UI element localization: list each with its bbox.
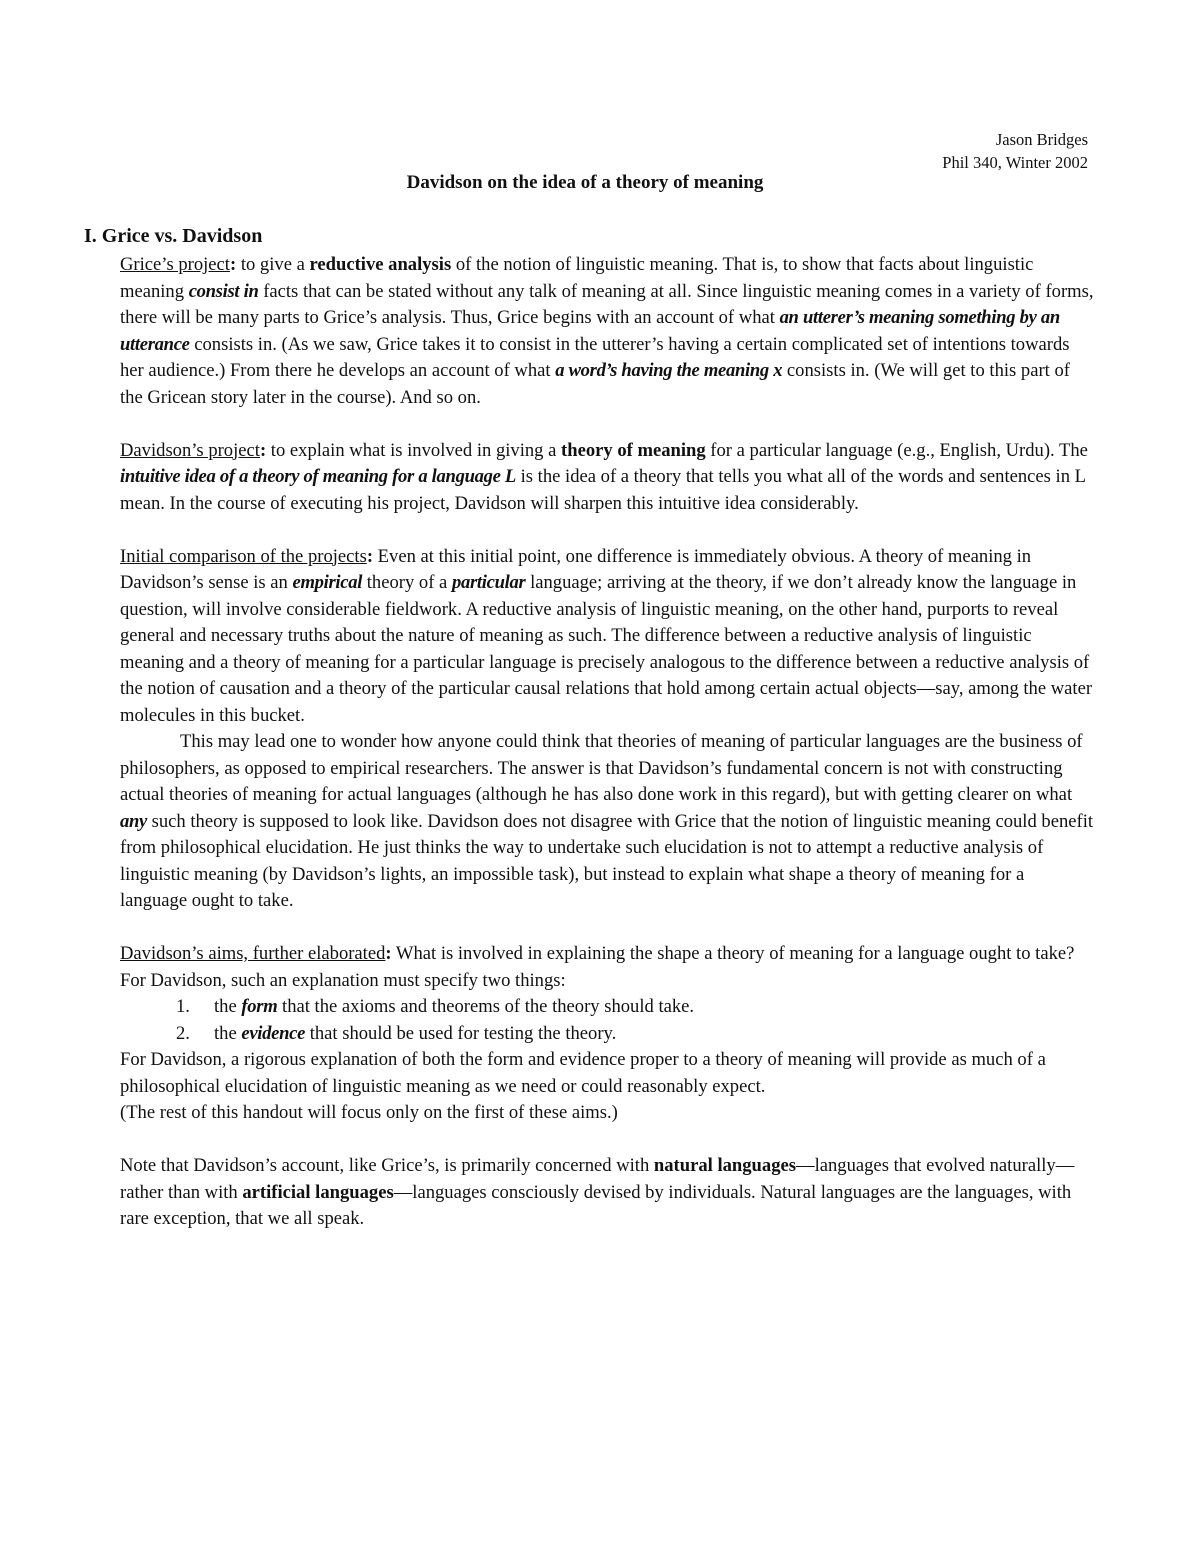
paragraph-davidson-project [120, 438, 1095, 518]
section-heading: I. Grice vs. Davidson [84, 225, 263, 247]
text-run: Note that Davidson’s account, like Grice’s, is primarily concerned with [120, 1155, 654, 1176]
paragraph-philosophers [120, 729, 1095, 915]
author-block [942, 128, 1088, 174]
text-run: —languages consciously devised by individuals. Natural languages are the languages, with rare exception, that we all speak. [120, 1181, 1072, 1229]
bold-term: natural languages [653, 1155, 796, 1176]
document-body [120, 252, 1095, 1233]
text-run: to give a [236, 254, 310, 275]
text-run: is the idea of a theory that tells you what all of the words and sentences in L mean. In the course of executing his project, Davidson will sharpen this intuitive idea considerably. [120, 466, 1086, 514]
course-info: Phil 340, Winter 2002 [942, 153, 1088, 172]
text-run: that the axioms and theorems of the theory should take. [277, 996, 695, 1017]
spacer [120, 411, 1095, 438]
paragraph-natural-languages [120, 1153, 1095, 1233]
label-colon: : [366, 545, 374, 567]
davidson-aims-label: Davidson’s aims, further elaborated [120, 943, 386, 964]
text-run: consists in. (We will get to this part of the Gricean story later in the course). And so on. [120, 360, 1070, 408]
text-run: for a particular language (e.g., English, Urdu). The [705, 439, 1088, 461]
paragraph-handout-focus: (The rest of this handout will focus only on the first of these aims.) [120, 1102, 618, 1123]
initial-comparison-label: Initial comparison of the projects [120, 545, 367, 567]
document-title: Davidson on the idea of a theory of meaning [406, 172, 764, 193]
italic-term: empirical [292, 572, 363, 593]
paragraph-initial-comparison [120, 544, 1095, 730]
text-run: to explain what is involved in giving a [266, 439, 562, 461]
text-run: theory of a [362, 572, 452, 593]
list-number: 1. [176, 996, 190, 1017]
label-colon: : [229, 254, 237, 275]
bold-term: reductive analysis [309, 254, 452, 275]
italic-term: any [120, 810, 147, 832]
text-run: What is involved in explaining the shape a theory of meaning for a language ought to take? For Davidson, such an explanation must specify two things: [120, 943, 1075, 991]
bold-term: artificial languages [242, 1181, 394, 1203]
text-run: that should be used for testing the theory. [305, 1022, 617, 1044]
italic-term: an utterer’s meaning something by an utterance [120, 307, 1060, 355]
label-colon: : [385, 943, 392, 964]
italic-term: evidence [241, 1022, 306, 1044]
bold-term: theory of meaning [561, 439, 706, 461]
spacer [120, 1127, 1095, 1154]
aims-list [120, 994, 1095, 1047]
davidson-project-label: Davidson’s project [120, 439, 260, 461]
italic-term: particular [451, 572, 526, 593]
text-run: such theory is supposed to look like. Davidson does not disagree with Grice that the notion of linguistic meaning could benefit from philosophical elucidation. He just thinks the way to undertake such elucidation is not to attempt a reductive analysis of linguistic meaning (by Davidson’s lights, an impossible task), but instead to explain what shape a theory of meaning for a language ought to take. [120, 810, 1094, 911]
italic-term: a word’s having the meaning x [555, 360, 783, 381]
text-run: —languages that evolved naturally—rather than with [120, 1155, 1075, 1203]
text-run: of the notion of linguistic meaning. That is, to show that facts about linguistic meaning [120, 254, 1034, 302]
text-run: consists in. (As we saw, Grice takes it to consist in the utterer’s having a certain complicated set of intentions towards her audience.) From there he develops an account of what [120, 333, 1070, 381]
label-colon: : [259, 439, 267, 461]
text-run: the [214, 1022, 242, 1044]
spacer [120, 915, 1095, 942]
paragraph-grice-project [120, 252, 1095, 411]
text-run: the [214, 996, 242, 1017]
spacer [120, 517, 1095, 544]
italic-term: intuitive idea of a theory of meaning for a language L [120, 466, 516, 487]
text-run: This may lead one to wonder how anyone could think that theories of meaning of particular languages are the business of philosophers, as opposed to empirical researchers. The answer is that Davidson’s fundamental concern is not with constructing actual theories of meaning for actual languages (although he has also done work in this regard), but with getting clearer on what [120, 731, 1083, 805]
author-name: Jason Bridges [995, 130, 1088, 149]
text-run: language; arriving at the theory, if we don’t already know the language in question, will involve considerable fieldwork. A reductive analysis of linguistic meaning, on the other hand, purports to reveal general and necessary truths about the nature of meaning as such. The difference between a reductive analysis of linguistic meaning and a theory of meaning for a particular language is precisely analogous to the difference between a reductive analysis of the notion of causation and a theory of the particular causal relations that hold among certain actual objects—say, among the water molecules in this bucket. [120, 572, 1093, 726]
italic-term: form [241, 996, 278, 1017]
list-number: 2. [176, 1022, 190, 1044]
list-item [120, 994, 1095, 1021]
grice-project-label: Grice’s project [120, 254, 230, 275]
list-item [120, 1021, 1095, 1048]
text-run: Even at this initial point, one difference is immediately obvious. A theory of meaning in Davidson’s sense is an [120, 545, 1032, 593]
text-run: facts that can be stated without any talk of meaning at all. Since linguistic meaning comes in a variety of forms, there will be many parts to Grice’s analysis. Thus, Grice begins with an account of what [120, 280, 1094, 328]
italic-term: consist in [188, 280, 259, 302]
paragraph-davidson-aims [120, 941, 1095, 994]
paragraph-rigorous-explanation: For Davidson, a rigorous explanation of both the form and evidence proper to a theory of meaning will provide as much of a philosophical elucidation of linguistic meaning as we need or could reasonably expect. [120, 1049, 1046, 1097]
